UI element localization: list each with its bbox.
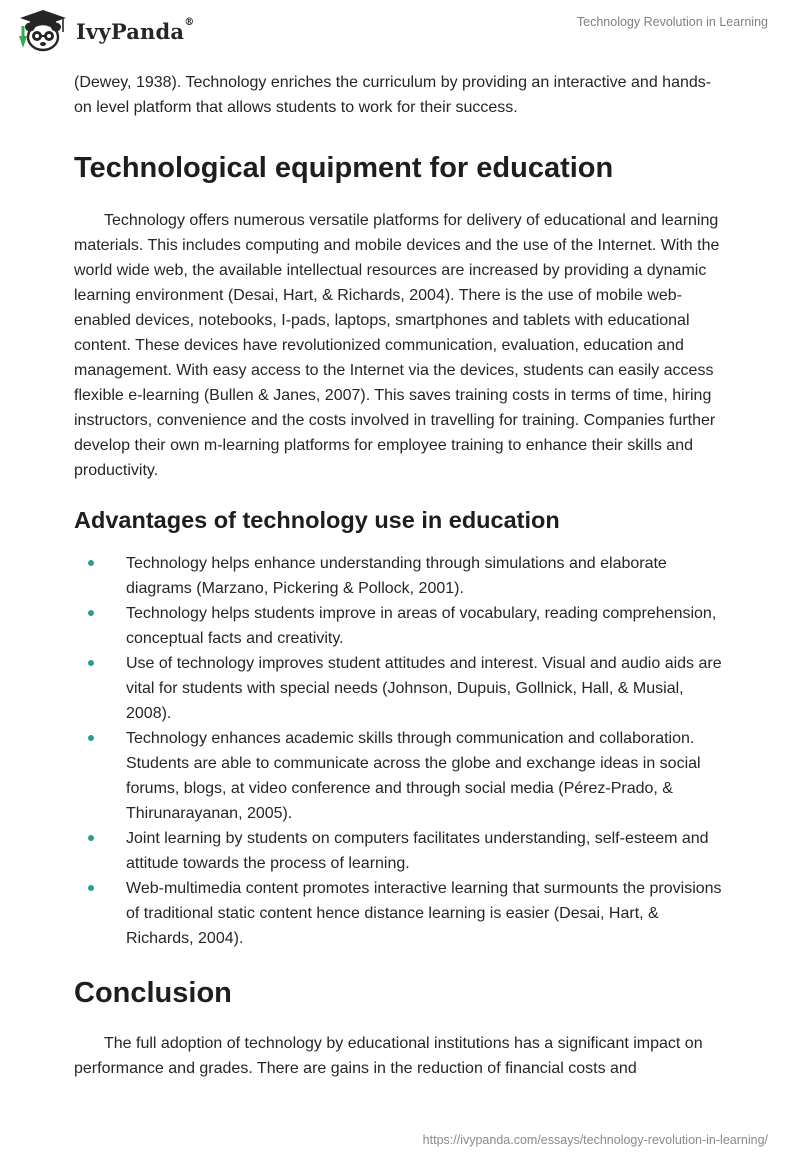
- bullet-icon: [88, 560, 94, 566]
- bullet-icon: [88, 660, 94, 666]
- trademark-symbol: ®: [184, 16, 195, 28]
- essay-content: [74, 70, 724, 1081]
- list-item: [74, 876, 724, 951]
- conclusion-paragraph: The full adoption of technology by educational institutions has a significant impact on performance and grades. There are gains in the reduction of financial costs and: [74, 1035, 703, 1077]
- list-item: [74, 651, 724, 726]
- list-item: [74, 601, 724, 651]
- ivypanda-logo[interactable]: [14, 8, 194, 54]
- list-item-text: Technology helps enhance understanding through simulations and elaborate diagrams (Marzano, Pickering & Pollock, 2001).: [126, 555, 667, 597]
- list-item-text: Technology helps students improve in areas of vocabulary, reading comprehension, conceptual facts and creativity.: [126, 605, 717, 647]
- list-item: [74, 826, 724, 876]
- advantages-list: [74, 551, 724, 951]
- page-header: [0, 0, 800, 62]
- bullet-icon: [88, 835, 94, 841]
- bullet-icon: [88, 735, 94, 741]
- equipment-paragraph: Technology offers numerous versatile platforms for delivery of educational and learning materials. This includes computing and mobile devices and the use of the Internet. With the world wide web, the available intellectual resources are increased by providing a dynamic learning environment (Desai, Hart, & Richards, 2004). There is the use of mobile web-enabled devices, notebooks, I-pads, laptops, smartphones and tablets with educational content. These devices have revolutionized communication, evaluation, education and management. With easy access to the Internet via the devices, students can easily access flexible e-learning (Bullen & Janes, 2007). This saves training costs in terms of time, hiring instructors, convenience and the costs involved in travelling for training. Companies further develop their own m-learning platforms for employee training to enhance their skills and productivity.: [74, 212, 720, 479]
- list-item: [74, 726, 724, 826]
- panda-graduate-icon: [14, 8, 72, 54]
- heading-equipment: Technological equipment for education: [74, 152, 614, 184]
- source-url-link[interactable]: https://ivypanda.com/essays/technology-revolution-in-learning/: [422, 1133, 768, 1147]
- list-item-text: Joint learning by students on computers facilitates understanding, self-esteem and attitude towards the process of learning.: [126, 830, 709, 872]
- list-item-text: Technology enhances academic skills through communication and collaboration. Students are able to communicate across the globe and exchange ideas in social forums, blogs, at video conference and through social media (Pérez-Prado, & Thirunarayanan, 2005).: [126, 730, 701, 822]
- list-item-text: Web-multimedia content promotes interactive learning that surmounts the provisions of traditional static content hence distance learning is easier (Desai, Hart, & Richards, 2004).: [126, 880, 722, 947]
- list-item-text: Use of technology improves student attitudes and interest. Visual and audio aids are vital for students with special needs (Johnson, Dupuis, Gollnick, Hall, & Musial, 2008).: [126, 655, 722, 722]
- heading-advantages: Advantages of technology use in education: [74, 507, 560, 533]
- intro-paragraph: (Dewey, 1938). Technology enriches the curriculum by providing an interactive and hands-on level platform that allows students to work for their success.: [74, 74, 712, 116]
- brand-label: IvyPanda: [76, 18, 185, 44]
- heading-conclusion: Conclusion: [74, 977, 232, 1009]
- list-item: [74, 551, 724, 601]
- bullet-icon: [88, 885, 94, 891]
- brand-name: [76, 16, 195, 44]
- bullet-icon: [88, 610, 94, 616]
- running-title: Technology Revolution in Learning: [576, 15, 768, 29]
